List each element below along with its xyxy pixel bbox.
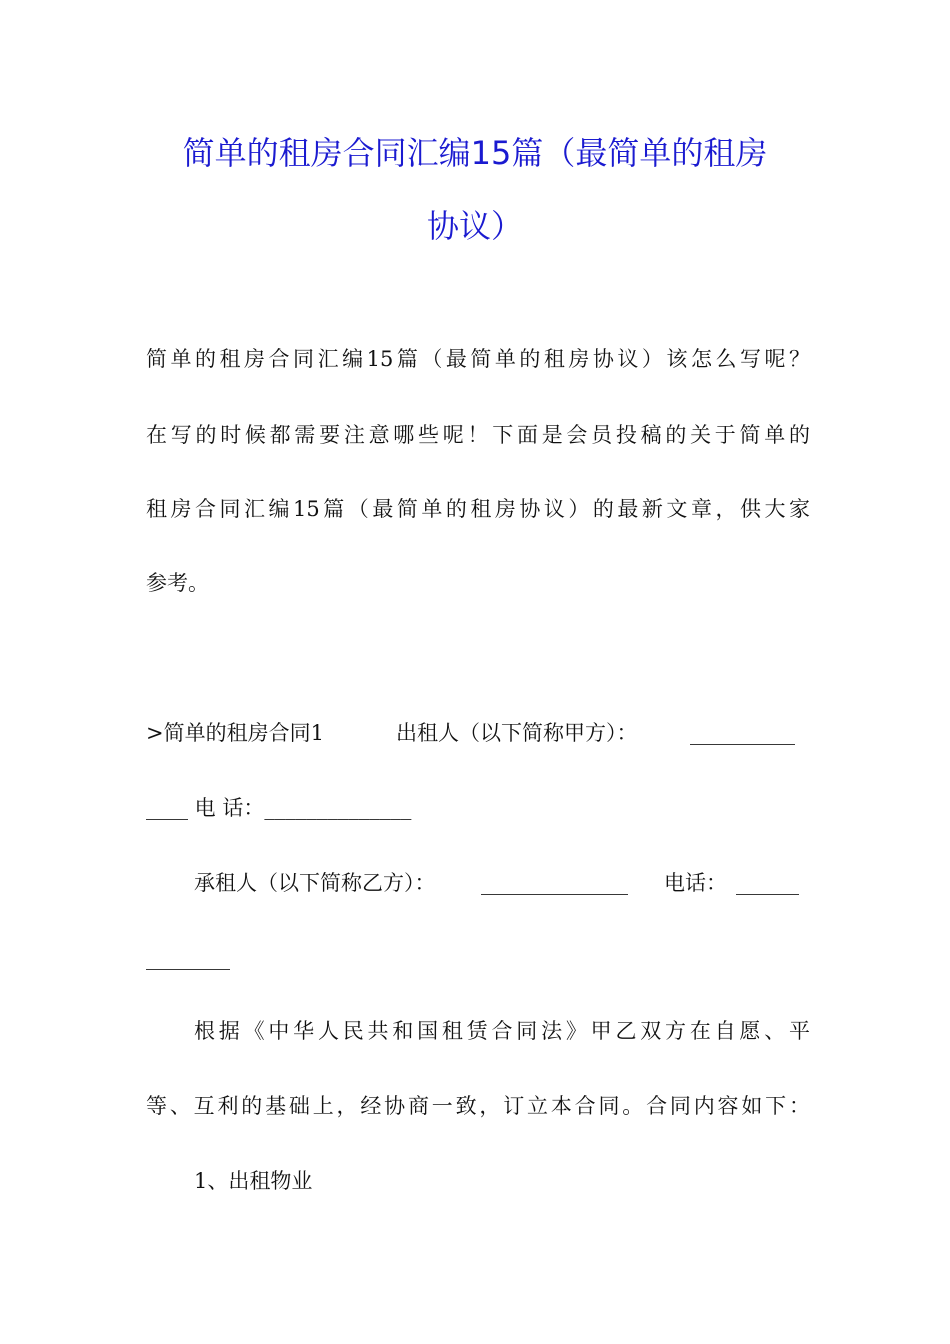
intro-paragraph-line: 租房合同汇编15篇（最简单的租房协议）的最新文章，供大家 <box>146 497 810 521</box>
clause-heading: 1、出租物业 <box>194 1169 313 1193</box>
law-paragraph-line: 等、互利的基础上，经协商一致，订立本合同。合同内容如下： <box>146 1094 810 1118</box>
document-title-line-2: 协议） <box>426 207 523 245</box>
law-paragraph-line: 根据《中华人民共和国租赁合同法》甲乙双方在自愿、平 <box>194 1019 810 1043</box>
lessee-phone-label: 电话： <box>664 871 727 895</box>
lessee-row <box>194 868 810 898</box>
intro-paragraph-line: 简单的租房合同汇编15篇（最简单的租房协议）该怎么写呢？ <box>146 347 810 371</box>
intro-paragraph-line: 参考。 <box>146 571 209 595</box>
intro-paragraph-line: 在写的时候都需要注意哪些呢！下面是会员投稿的关于简单的 <box>146 423 810 447</box>
lessor-name-blank: __________ <box>690 721 795 745</box>
document-title-line-1: 简单的租房合同汇编15篇（最简单的租房 <box>182 134 768 172</box>
lessee-label: 承租人（以下简称乙方）： <box>194 871 436 895</box>
lessee-phone-blank-continued: ________ <box>146 946 230 970</box>
lessee-name-blank: ______________ <box>481 871 628 895</box>
contract-heading-row <box>146 718 810 748</box>
lessee-phone-blank: ______ <box>736 871 799 895</box>
lessor-label: 出租人（以下简称甲方）： <box>396 721 638 745</box>
lessor-phone-line: ____ 电 话：______________ <box>146 796 412 820</box>
contract-heading: >简单的租房合同1 <box>146 721 324 745</box>
